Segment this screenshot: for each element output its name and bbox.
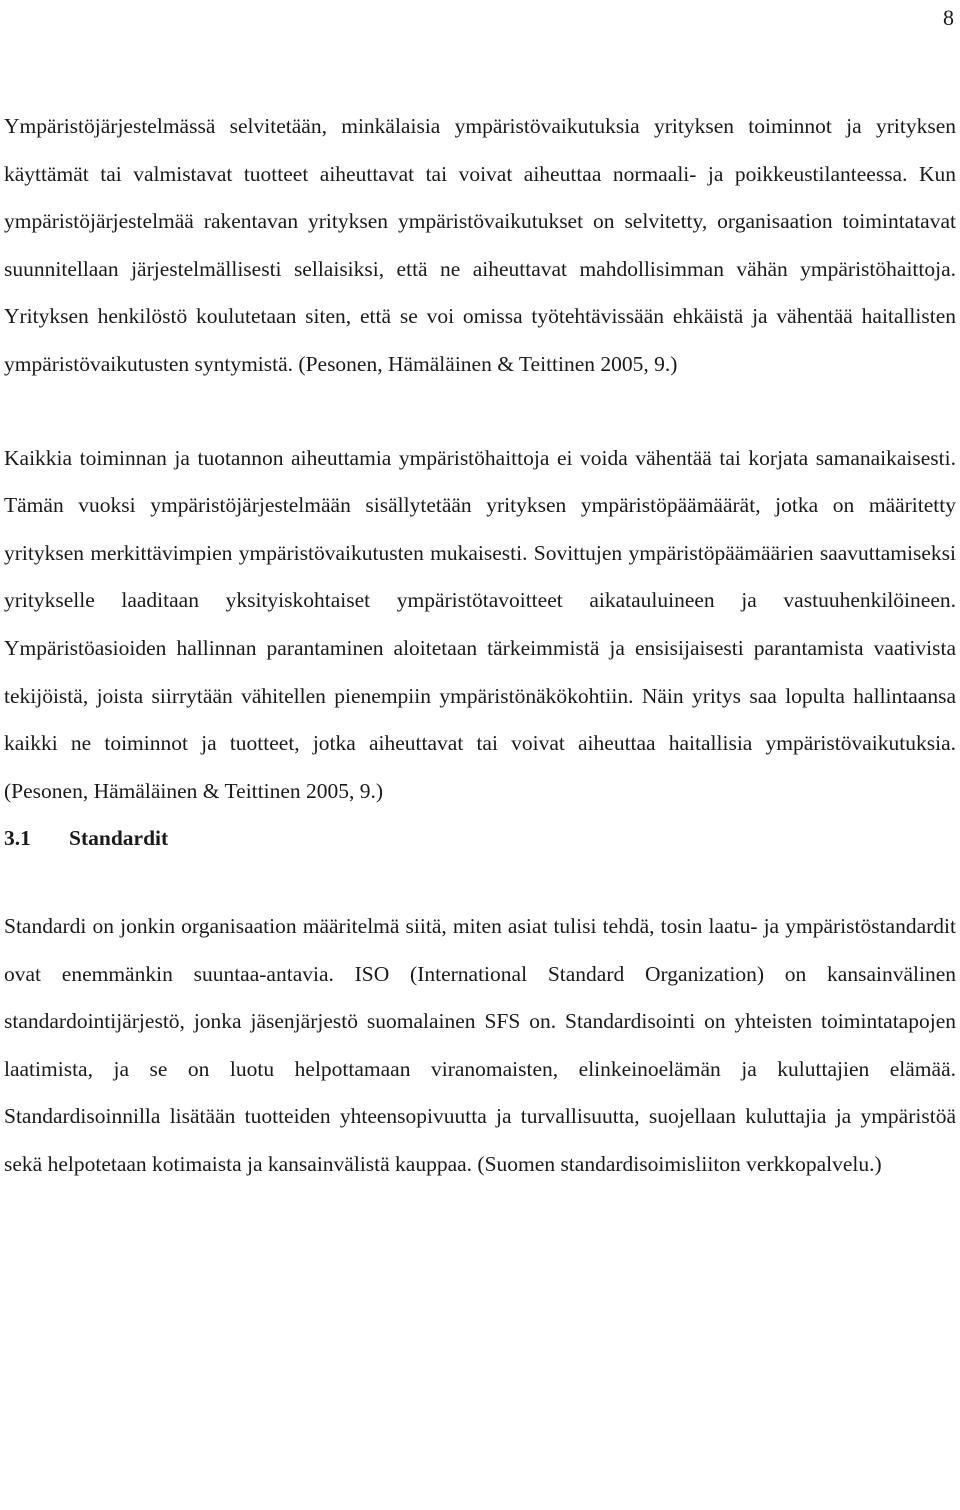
paragraph-standards: Standardi on jonkin organisaation määritelmä siitä, miten asiat tulisi tehdä, tosin laatu- ja ympäristöstandardit ovat enemmänkin suuntaa-antavia. ISO (International Standard Organization) on kansainvälinen standardointijärjestö, jonka jäsenjärjestö suomalainen SFS on. Standardisointi on yhteisten toimintatapojen laatimista, ja se on luotu helpottamaan viranomaisten, elinkeinoelämän ja kuluttajien elämää. Standardisoinnilla lisätään tuotteiden yhteensopivuutta ja turvallisuutta, suojellaan kuluttajia ja ympäristöä sekä helpotetaan kotimaista ja kansainvälistä kauppaa. (Suomen standardisoimisliiton verkkopalvelu.) [4,913,956,1176]
paragraph-environmental-system: Ympäristöjärjestelmässä selvitetään, minkälaisia ympäristövaikutuksia yrityksen toiminnot ja yrityksen käyttämät tai valmistavat tuotteet aiheuttavat tai voivat aiheuttaa normaali- ja poikkeustilanteessa. Kun ympäristöjärjestelmää rakentavan yrityksen ympäristövaikutukset on selvitetty, organisaation toimintatavat suunnitellaan järjestelmällisesti sellaisiksi, että ne aiheuttavat mahdollisimman vähän ympäristöhaittoja. Yrityksen henkilöstö koulutetaan siten, että se voi omissa työtehtävissään ehkäistä ja vähentää haitallisten ympäristövaikutusten syntymistä. (Pesonen, Hämäläinen & Teittinen 2005, 9.) [4,114,956,376]
page-number: 8 [943,5,954,30]
paragraph-environmental-goals: Kaikkia toiminnan ja tuotannon aiheuttamia ympäristöhaittoja ei voida vähentää tai korjata samanaikaisesti. Tämän vuoksi ympäristöjärjestelmään sisällytetään yrityksen ympäristöpäämäärät, jotka on määritetty yrityksen merkittävimpien ympäristövaikutusten mukaisesti. Sovittujen ympäristöpäämäärien saavuttamiseksi yritykselle laaditaan yksityiskohtaiset ympäristötavoitteet aikatauluineen ja vastuuhenkilöineen. Ympäristöasioiden hallinnan parantaminen aloitetaan tärkeimmistä ja ensisijaisesti parantamista vaativista tekijöistä, joista siirrytään vähitellen pienempiin ympäristönäkökohtiin. Näin yritys saa lopulta hallintaansa kaikki ne toiminnot ja tuotteet, jotka aiheuttavat tai voivat aiheuttaa haitallisia ympäristövaikutuksia. (Pesonen, Hämäläinen & Teittinen 2005, 9.) [4,445,956,803]
section-title: Standardit [69,826,169,851]
section-number: 3.1 [4,826,31,851]
section-heading [4,815,956,863]
document-body [4,103,956,1188]
